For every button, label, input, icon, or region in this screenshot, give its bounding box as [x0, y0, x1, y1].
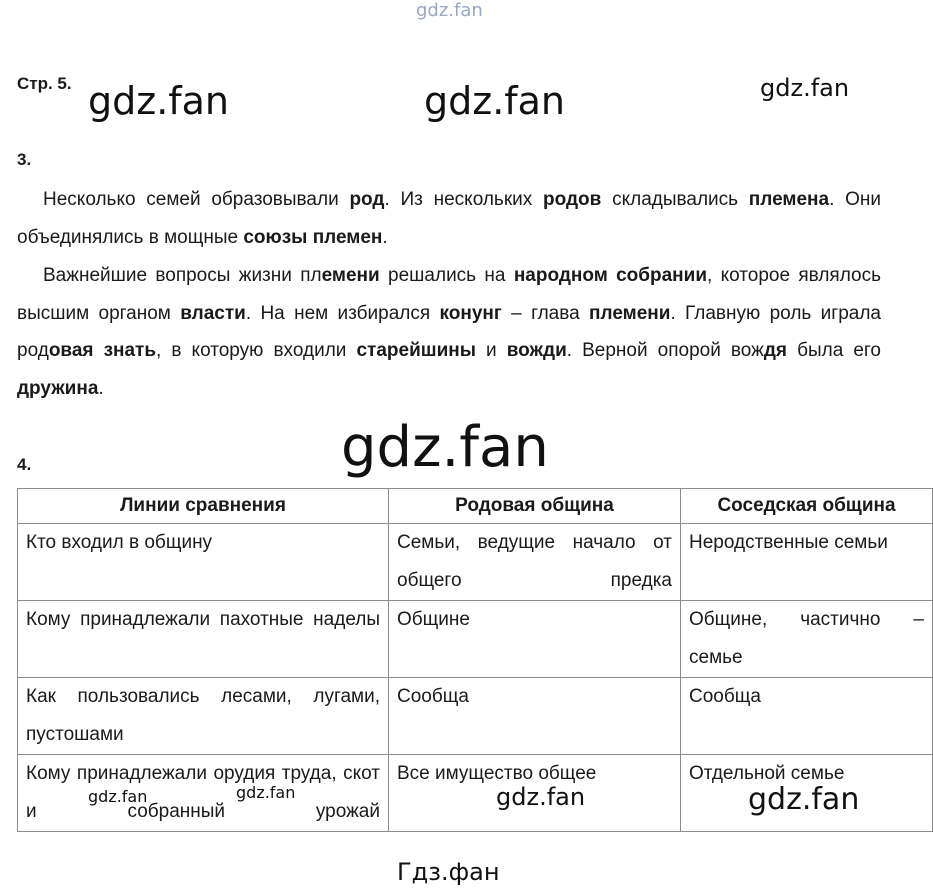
watermark: gdz.fan [424, 79, 566, 123]
column-header: Соседская община [681, 489, 933, 524]
watermark: gdz.fan [88, 79, 230, 123]
table-cell: Как пользовались лесами, лугами, пустошами [18, 678, 389, 755]
table-cell: Общине [389, 601, 681, 678]
task-3-paragraph-1: Несколько семей образовывали род. Из нескольких родов складывались племена. Они объединялись в мощные союзы племен. [17, 189, 881, 248]
column-header: Родовая община [389, 489, 681, 524]
table-cell: Сообща [681, 678, 933, 755]
table-cell: Семьи, ведущие начало от общего предка [389, 524, 681, 601]
table-cell: Общине, частично – семье [681, 601, 933, 678]
task-3-paragraph-2: Важнейшие вопросы жизни племени решались на народном собрании, которое являлось высшим органом власти. На нем избирался конунг – глава племени. Главную роль играла родовая знать, в которую входили старейшины и вожди. Верной опорой вождя была его дружина. [17, 265, 881, 399]
comparison-table [17, 488, 933, 832]
table-cell: Отдельной семье [681, 755, 933, 832]
table-cell: Кому принадлежали орудия труда, скот и собранный урожай [18, 755, 389, 832]
watermark-small: gdz.fan [236, 783, 296, 802]
table-cell: Неродственные семьи [681, 524, 933, 601]
watermark-small: gdz.fan [88, 787, 148, 806]
footer-watermark: Гдз.фан [397, 858, 500, 886]
watermark-large: gdz.fan [341, 415, 549, 480]
watermark: gdz.fan [760, 74, 850, 102]
column-header: Линии сравнения [18, 489, 389, 524]
table-row [18, 678, 933, 755]
task-4-number: 4. [17, 455, 32, 474]
watermark: gdz.fan [748, 782, 860, 817]
watermark-top: gdz.fan [416, 0, 483, 21]
table-cell: Кто входил в общину [18, 524, 389, 601]
table-cell: Сообща [389, 678, 681, 755]
page-label: Стр. 5. [17, 74, 72, 93]
table-cell: Все имущество общее [389, 755, 681, 832]
task-3-number: 3. [17, 150, 32, 169]
table-row [18, 601, 933, 678]
watermark: gdz.fan [496, 783, 586, 811]
table-cell: Кому принадлежали пахотные наделы [18, 601, 389, 678]
table-header-row [18, 489, 933, 524]
table-row [18, 524, 933, 601]
